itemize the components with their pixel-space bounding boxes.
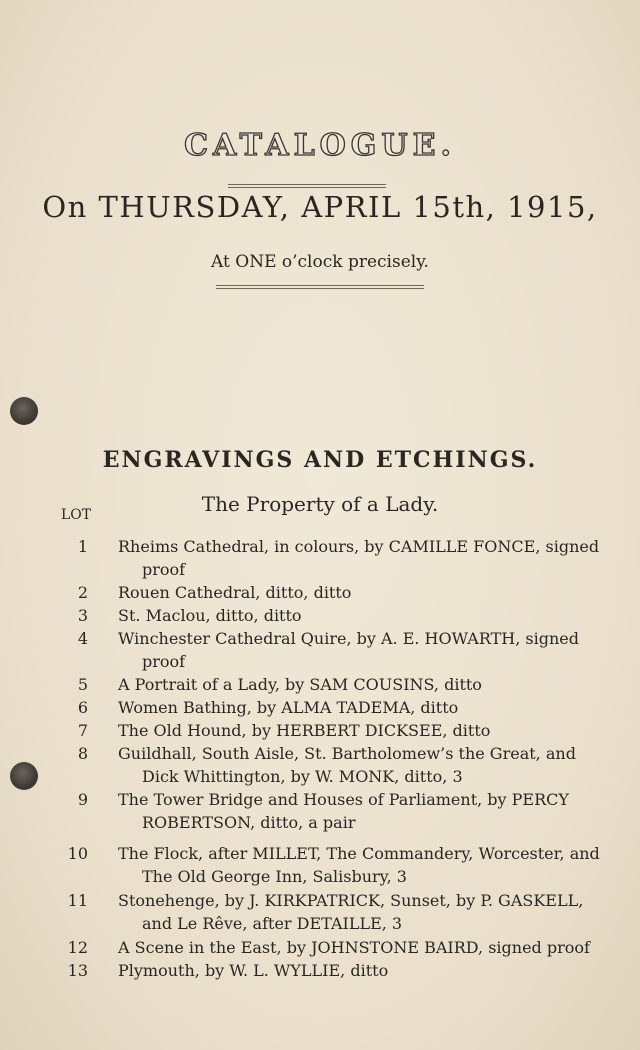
binding-hole-icon	[10, 397, 38, 425]
lot-number: 3	[77, 606, 88, 625]
lot-description: Plymouth, by W. L. WYLLIE, ditto	[118, 961, 389, 980]
catalogue-title: CATALOGUE.	[184, 128, 456, 163]
lot-description: Stonehenge, by J. KIRKPATRICK, Sunset, by P. GASKELL,	[118, 891, 584, 910]
time-divider	[216, 285, 424, 289]
lot-description: A Portrait of a Lady, by SAM COUSINS, ditto	[118, 675, 482, 694]
lot-number: 10	[67, 844, 88, 863]
lot-number: 1	[77, 537, 88, 556]
lot-description-cont: proof	[142, 652, 186, 671]
lot-description: Women Bathing, by ALMA TADEMA, ditto	[118, 698, 459, 717]
lot-description-cont: and Le Rêve, after DETAILLE, 3	[142, 914, 403, 933]
lot-number: 7	[77, 721, 88, 740]
title-divider	[228, 184, 386, 188]
sale-date: On THURSDAY, APRIL 15th, 1915,	[42, 190, 598, 224]
lot-description: The Flock, after MILLET, The Commandery, Worcester, and	[118, 844, 600, 863]
lot-number: 4	[77, 629, 88, 648]
lot-description-cont: ROBERTSON, ditto, a pair	[142, 813, 356, 832]
lot-column-header: LOT	[61, 507, 92, 523]
lot-description: The Old Hound, by HERBERT DICKSEE, ditto	[118, 721, 491, 740]
section-subheading: The Property of a Lady.	[201, 492, 439, 516]
lot-description-cont: The Old George Inn, Salisbury, 3	[142, 867, 407, 886]
lot-description-cont: Dick Whittington, by W. MONK, ditto, 3	[142, 767, 463, 786]
lot-number: 5	[77, 675, 88, 694]
lot-number: 12	[67, 938, 88, 957]
lot-number: 9	[77, 790, 88, 809]
lot-number: 13	[67, 961, 88, 980]
sale-time: At ONE o’clock precisely.	[211, 252, 429, 272]
lot-description: The Tower Bridge and Houses of Parliament, by PERCY	[118, 790, 569, 809]
lot-description: Winchester Cathedral Quire, by A. E. HOWARTH, signed	[118, 629, 579, 648]
binding-hole-icon	[10, 762, 38, 790]
lot-description: A Scene in the East, by JOHNSTONE BAIRD, signed proof	[118, 938, 590, 957]
lot-description: Rouen Cathedral, ditto, ditto	[118, 583, 352, 602]
section-heading: ENGRAVINGS AND ETCHINGS.	[102, 447, 538, 473]
lot-description-cont: proof	[142, 560, 186, 579]
lot-number: 11	[67, 891, 88, 910]
lot-description: Rheims Cathedral, in colours, by CAMILLE FONCE, signed	[118, 537, 600, 556]
lot-number: 8	[77, 744, 88, 763]
lot-number: 2	[77, 583, 88, 602]
lot-description: Guildhall, South Aisle, St. Bartholomew’s the Great, and	[118, 744, 576, 763]
lot-number: 6	[77, 698, 88, 717]
lot-description: St. Maclou, ditto, ditto	[118, 606, 302, 625]
